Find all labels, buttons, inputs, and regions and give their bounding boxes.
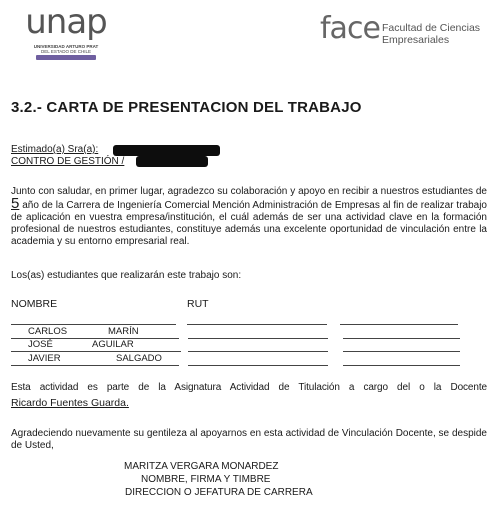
unap-logo	[14, 2, 124, 58]
face-line-1: Facultad de Ciencias	[382, 22, 481, 34]
student-first-name: CARLOS	[28, 326, 68, 337]
document-title: 3.2.- CARTA DE PRESENTACION DEL TRABAJO	[11, 99, 362, 116]
table-line	[188, 351, 328, 352]
activity-text: Esta actividad es parte de la Asignatura Actividad de Titulación a cargo del o la Docente	[11, 382, 487, 393]
salutation: Estimado(a) Sra(a):	[11, 144, 99, 155]
closing-text: Agradeciendo nuevamente su gentileza al apoyarnos en esta actividad de Vinculación Docente, se despide de Usted,	[11, 428, 487, 451]
redacted-name	[113, 145, 220, 156]
unap-wordmark: unap	[25, 2, 107, 42]
unap-subtitle-2: DEL ESTADO DE CHILE	[40, 49, 91, 54]
table-line	[11, 324, 176, 325]
face-line-2: Empresariales	[382, 34, 450, 46]
students-intro: Los(as) estudiantes que realizarán este trabajo son:	[11, 270, 242, 281]
signature-line-2: NOMBRE, FIRMA Y TIMBRE	[141, 474, 271, 485]
table-line	[340, 324, 458, 325]
student-last-name: SALGADO	[116, 353, 162, 364]
face-wordmark: face	[320, 11, 380, 46]
face-logo	[318, 11, 483, 49]
column-name-header: NOMBRE	[11, 298, 58, 310]
body-paragraph	[11, 186, 487, 248]
table-line	[343, 338, 460, 339]
table-line	[188, 365, 328, 366]
table-line	[343, 365, 460, 366]
department-line: CONTRO DE GESTIÓN /	[11, 156, 125, 167]
unap-tag-bar	[36, 55, 96, 60]
student-last-name: MARÍN	[108, 326, 139, 337]
table-line	[11, 365, 179, 366]
student-first-name: JAVIER	[28, 353, 61, 364]
redacted-company	[136, 156, 208, 167]
student-first-name: JOSÉ	[28, 339, 53, 350]
body-before-year: Junto con saludar, en primer lugar, agradezco su colaboración y apoyo en recibir a nuestros estudiantes de	[11, 186, 487, 197]
student-last-name: AGUILAR	[92, 339, 134, 350]
table-line	[188, 338, 328, 339]
table-line	[187, 324, 327, 325]
column-rut-header: RUT	[187, 298, 209, 310]
table-line	[343, 351, 460, 352]
signature-name: MARITZA VERGARA MONARDEZ	[124, 461, 279, 472]
unap-subtitle: UNIVERSIDAD ARTURO PRAT	[33, 44, 99, 49]
year-number: 5	[11, 195, 20, 213]
signature-line-3: DIRECCION O JEFATURA DE CARRERA	[125, 487, 313, 498]
teacher-name: Ricardo Fuentes Guarda.	[11, 397, 129, 409]
table-line	[11, 351, 181, 352]
body-after-year: año de la Carrera de Ingeniería Comercial Mención Administración de Empresas al fin de realizar trabajo de aplicación en vuestra empresa/institución, el cuál además de ser una actividad clave en la formación profesional de nuestros estudiantes, constituye además una excelente oportunidad de vinculación entre la academia y su entorno empresarial real.	[11, 200, 487, 248]
